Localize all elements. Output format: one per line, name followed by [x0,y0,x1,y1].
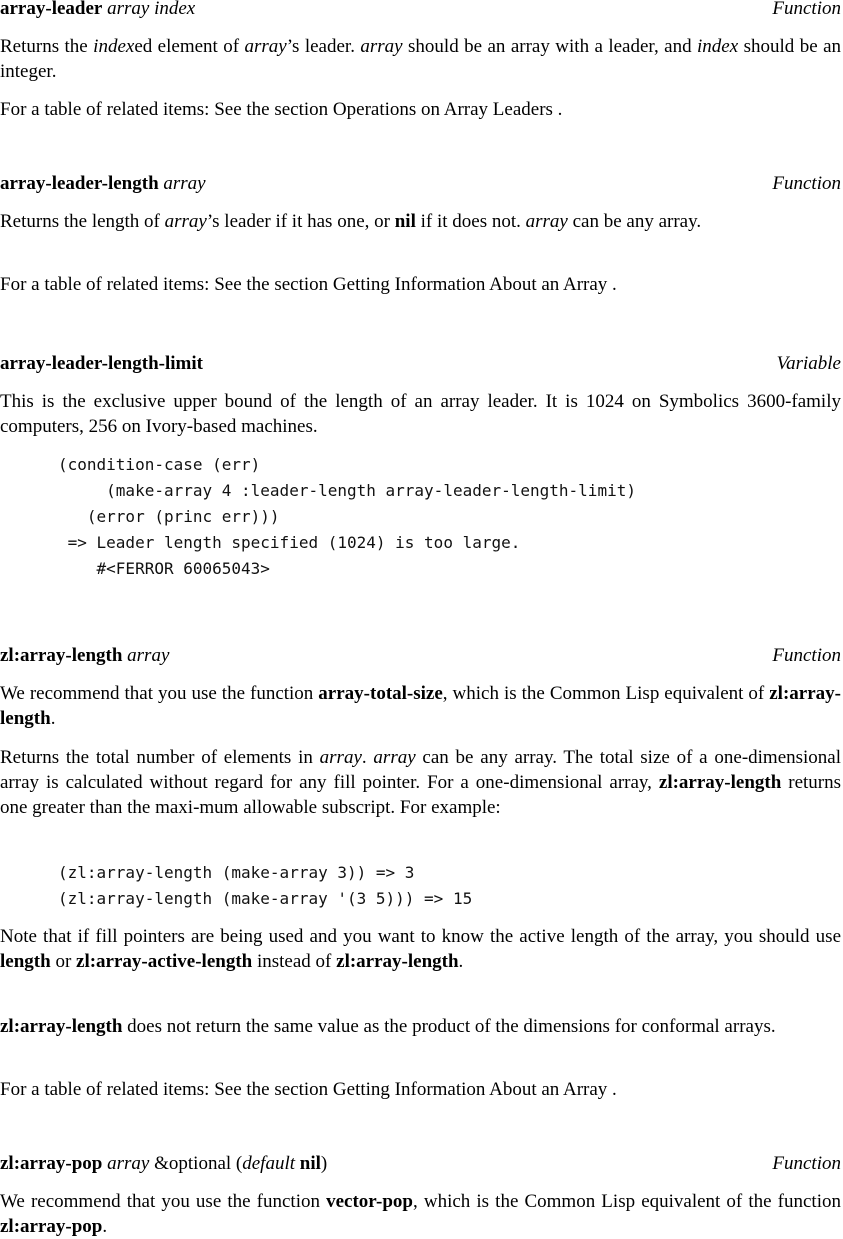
code-line: (zl:array-length (make-array 3)) => 3 [58,863,415,882]
related-items-link[interactable]: For a table of related items: See the section Operations on Array Leaders . [0,99,563,120]
entry-kind: Function [772,0,841,19]
entry-signature [0,643,169,668]
description-paragraph: Returns the total number of elements in array. array can be any array. The total size of a one-dimensional array is calculated without regard for any fill pointer. For a one-dimensional array, zl:array-length returns one greater than the maxi-mum allowable subscript. For example: [0,747,842,818]
recommendation-paragraph: We recommend that you use the function array-total-size, which is the Common Lisp equivalent of zl:array-length. [0,683,841,729]
entry-kind: Function [772,1153,841,1174]
entry-header-zl-array-length [0,643,841,668]
entry-signature [0,0,195,21]
entry-name: array-leader [0,0,103,19]
entry-kind: Function [772,173,841,194]
entry-name: array-leader-length-limit [0,353,203,374]
entry-kind: Variable [776,353,841,374]
note-paragraph: Note that if fill pointers are being used and you want to know the active length of the array, you should use length or zl:array-active-length instead of zl:array-length. [0,926,841,972]
entry-args: array [163,173,206,194]
entry-header-array-leader-length-limit [0,351,841,376]
entry-kind: Function [772,645,841,666]
code-line: (zl:array-length (make-array '(3 5))) => 15 [58,889,473,908]
entry-header-array-leader-length [0,171,841,196]
description-paragraph: Returns the length of array’s leader if it has one, or nil if it does not. array can be any array. [0,211,702,232]
code-line: (error (princ err))) [58,507,280,526]
related-items-link[interactable]: For a table of related items: See the section Getting Information About an Array . [0,274,617,295]
entry-signature [0,1151,327,1176]
code-line: => Leader length specified (1024) is too large. [58,533,521,552]
entry-signature [0,171,206,196]
entry-name: zl:array-length [0,645,123,666]
code-example [58,452,636,582]
recommendation-paragraph: We recommend that you use the function vector-pop, which is the Common Lisp equivalent of the function zl:array-pop. [0,1191,841,1237]
entry-header-array-leader [0,0,841,21]
code-line: (make-array 4 :leader-length array-leader-length-limit) [58,481,636,500]
entry-signature [0,351,203,376]
note-paragraph: zl:array-length does not return the same value as the product of the dimensions for conformal arrays. [0,1016,776,1037]
entry-name: array-leader-length [0,173,159,194]
entry-header-zl-array-pop [0,1151,841,1176]
code-line: (condition-case (err) [58,455,261,474]
description-paragraph: Returns the indexed element of array’s leader. array should be an array with a leader, and index should be an integer. [0,36,841,82]
entry-args: array [127,645,170,666]
code-example [58,860,472,912]
code-line: #<FERROR 60065043> [58,559,270,578]
description-paragraph: This is the exclusive upper bound of the length of an array leader. It is 1024 on Symbolics 3600-family computers, 256 on Ivory-based machines. [0,391,841,437]
entry-args: array &optional (default nil) [107,1153,328,1174]
entry-args: array index [107,0,196,19]
entry-name: zl:array-pop [0,1153,103,1174]
related-items-link[interactable]: For a table of related items: See the section Getting Information About an Array . [0,1079,617,1100]
